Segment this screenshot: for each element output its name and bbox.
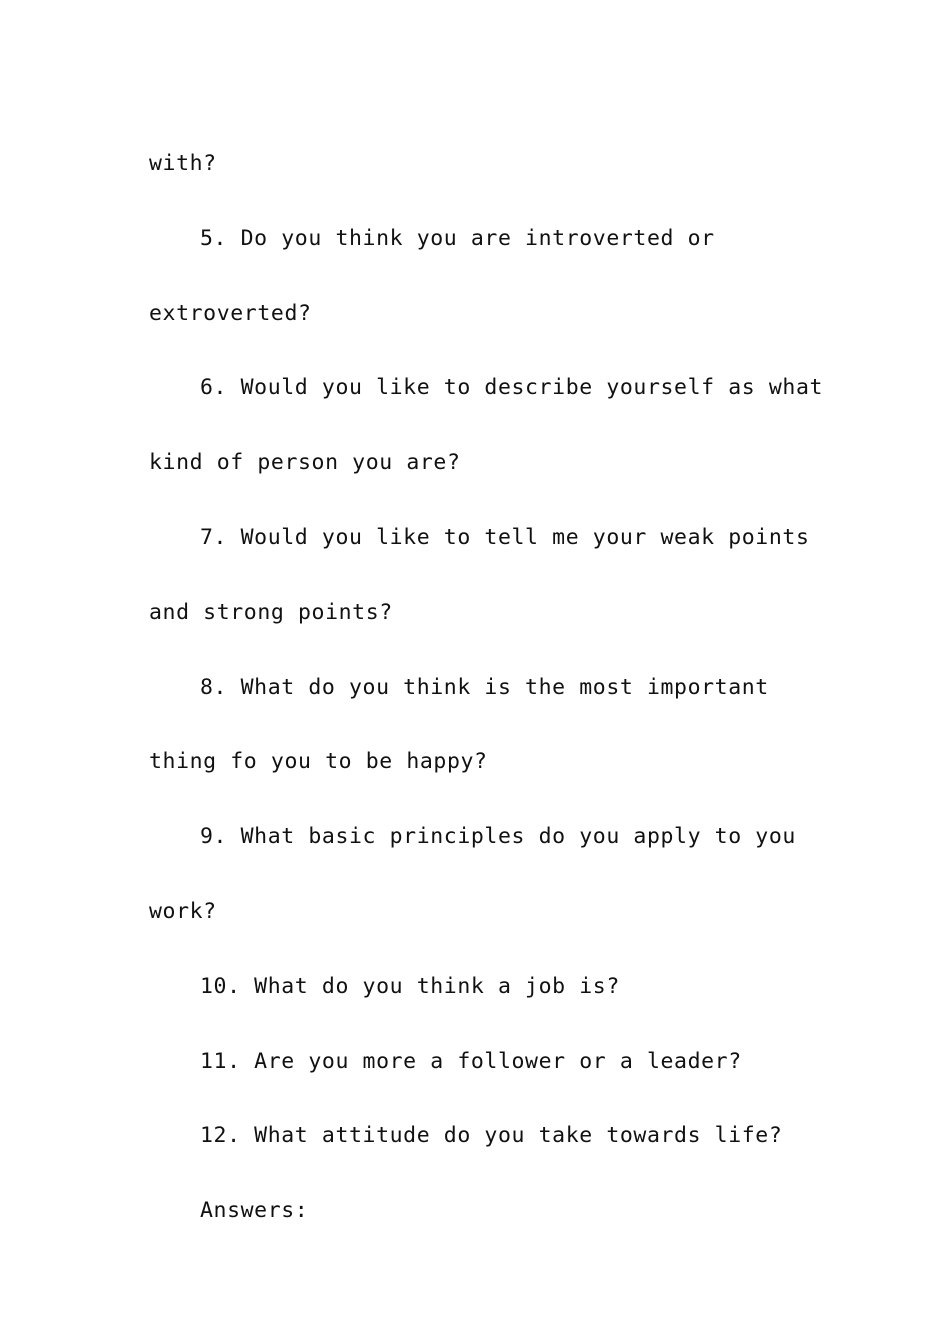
question-5: 5. Do you think you are introverted or bbox=[200, 225, 715, 251]
text-line-continuation: extroverted? bbox=[149, 300, 312, 326]
text-line-continuation: work? bbox=[149, 898, 217, 924]
question-8: 8. What do you think is the most important bbox=[200, 674, 769, 700]
question-6: 6. Would you like to describe yourself as what bbox=[200, 375, 824, 401]
question-11: 11. Are you more a follower or a leader? bbox=[200, 1048, 742, 1074]
text-line-continuation: kind of person you are? bbox=[149, 450, 461, 476]
text-line-continuation: and strong points? bbox=[149, 599, 393, 625]
answers-heading: Answers: bbox=[200, 1198, 309, 1224]
question-10: 10. What do you think a job is? bbox=[200, 973, 620, 999]
question-7: 7. Would you like to tell me your weak points bbox=[200, 524, 810, 550]
document-body bbox=[149, 127, 824, 1249]
text-line-continuation: thing fo you to be happy? bbox=[149, 749, 488, 775]
question-12: 12. What attitude do you take towards life? bbox=[200, 1123, 783, 1149]
text-line-continuation: with? bbox=[149, 151, 217, 176]
question-9: 9. What basic principles do you apply to you bbox=[200, 824, 796, 850]
